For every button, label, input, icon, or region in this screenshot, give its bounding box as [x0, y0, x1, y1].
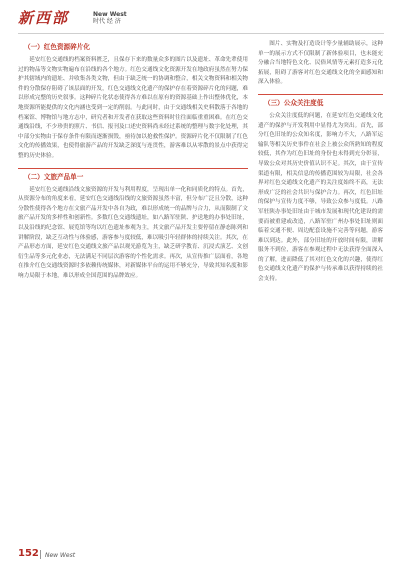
section-heading-products: （二）文旅产品单一	[24, 172, 84, 181]
section-divider	[18, 168, 248, 169]
section-heading-fragmentation: （一）红色资源碎片化	[24, 43, 90, 51]
footer-separator	[40, 550, 41, 559]
page-number: 152	[18, 548, 39, 559]
header-divider	[18, 33, 384, 34]
left-column	[18, 40, 248, 281]
paragraph-attention: 公众关注度低的问题，在延安红色交通线文化遗产的保护与开发利用中显得尤为突出。首先，部分红色旧址的公众知名度，影响力不大，八路军运输队等相关历史事件在社会上被公众所熟知的程度较低，其作为红色旧址的身份也未得到充分彰显，导致公众对其历史价值认识不足。其次，由于宣传渠道有限，相关信息的传播范围较为局限，社会各界对红色交通线文化遗产的关注度始终不高，无法形成广泛的社会共识与保护合力。再次，红色旧址的保护与宣传力度不够，导致公众参与度低。八路军驻陕办事处旧址由于城市发展和现代化建设的需要而被重建或改造，八路军驻广州办事处旧址则面临着交通不便、周边配套设施不完善等问题，游客难以到达。此外，部分旧址的开放时间有限，讲解服务不到位，游客在参观过程中无法获得全面深入的了解，进而降低了其对红色文化的兴趣，使得红色交通线文化遗产的保护与传承难以获得持续的社会支持。	[258, 112, 383, 283]
magazine-logo: 新西部	[18, 9, 70, 27]
section-heading-attention: （三）公众关注度低	[264, 98, 324, 107]
footer-magazine-name: New West	[45, 552, 76, 559]
paragraph-fragmentation: 延安红色交通线的档案资料匮乏，且保存下来的数量众多的图片以及遗址、革命先辈使用过的物品等文物实物遍布在沿线的各个地方。红色交通线文化资源开发在地政府虽然在努力保护其辖域内的遗址、并收集各类文物，但由于缺乏统一的协调和整合，相关文物资料和相关物件的分散保存阻碍了该层面的开发，红色交通线文化遗产的保护存在着资源碎片化的问题，难以形成完整的历史叙事。这种碎片化状态使得各方难以在原有的资源基础上作出整体优化，本地资源所能提供的文化内涵也受到一定的削弱。与此同时，由于交通线相关史料散落于各地的档案馆、博物馆与地方志中，研究者和开发者在获取这些资料时往往面临重重困难。在红色交通线沿线，不少珍贵的照片、书信、报刊及口述史资料尚未经过系统的整理与数字化处理，其中部分实物由于保存条件有限而逐渐损毁，亟待加以抢救性保护。资源碎片化不仅限制了红色文化的传播效果，也使得旅游产品的开发缺乏深度与连贯性，游客难以从零散的景点中获得完整的历史体验。	[18, 57, 248, 159]
right-column	[258, 40, 383, 285]
paragraph-products: 延安红色交通线沿线文旅资源的开发与利用程度，呈现出单一化和同质化的特点。首先，从资源分布的角度来看，延安红色交通线沿线的文旅资源虽然丰富，但分布广泛且分散，这种分散性使得各个地方在文旅产品开发中各自为政，难以形成统一的品牌与合力，从而限制了文旅产品开发的多样性和创新性。多数红色交通线遗址，如八路军驻陕、护送地的办事处旧址，以及沿线的纪念馆、展览馆等均以红色遗址参观为主，其文旅产品开发主要停留在静态陈列和讲解阶段，缺乏互动性与体验感，游客参与度较低，难以吸引年轻群体的持续关注。其次，在产品形态方面，延安红色交通线文旅产品以观光游览为主，缺乏研学教育、沉浸式演艺、文创衍生品等多元化业态，无法满足不同层次游客的个性化需求。再次，从宣传推广层面看，各地在推介红色交通线资源时多依赖传统媒体，对新媒体平台的运用不够充分，导致其知名度和影响力局限于本地，难以形成全国范围的品牌效应。	[18, 186, 248, 279]
brand-english: New West	[93, 11, 127, 18]
brand-subtitle: 时代 经 济	[93, 18, 121, 25]
paragraph-continued: 图片、实物及打造设计等少量辅助展示，这种单一的展示方式不仅限制了新体验项目，也未能充分融合当地特色文化、民俗风情等元素打造多元化拓展，阻碍了游客对红色交通线文化的全面感知和深入体验。	[258, 41, 383, 86]
page-header	[18, 6, 384, 30]
section-divider	[258, 94, 383, 95]
page-footer	[18, 546, 384, 560]
magazine-brand	[93, 11, 127, 25]
